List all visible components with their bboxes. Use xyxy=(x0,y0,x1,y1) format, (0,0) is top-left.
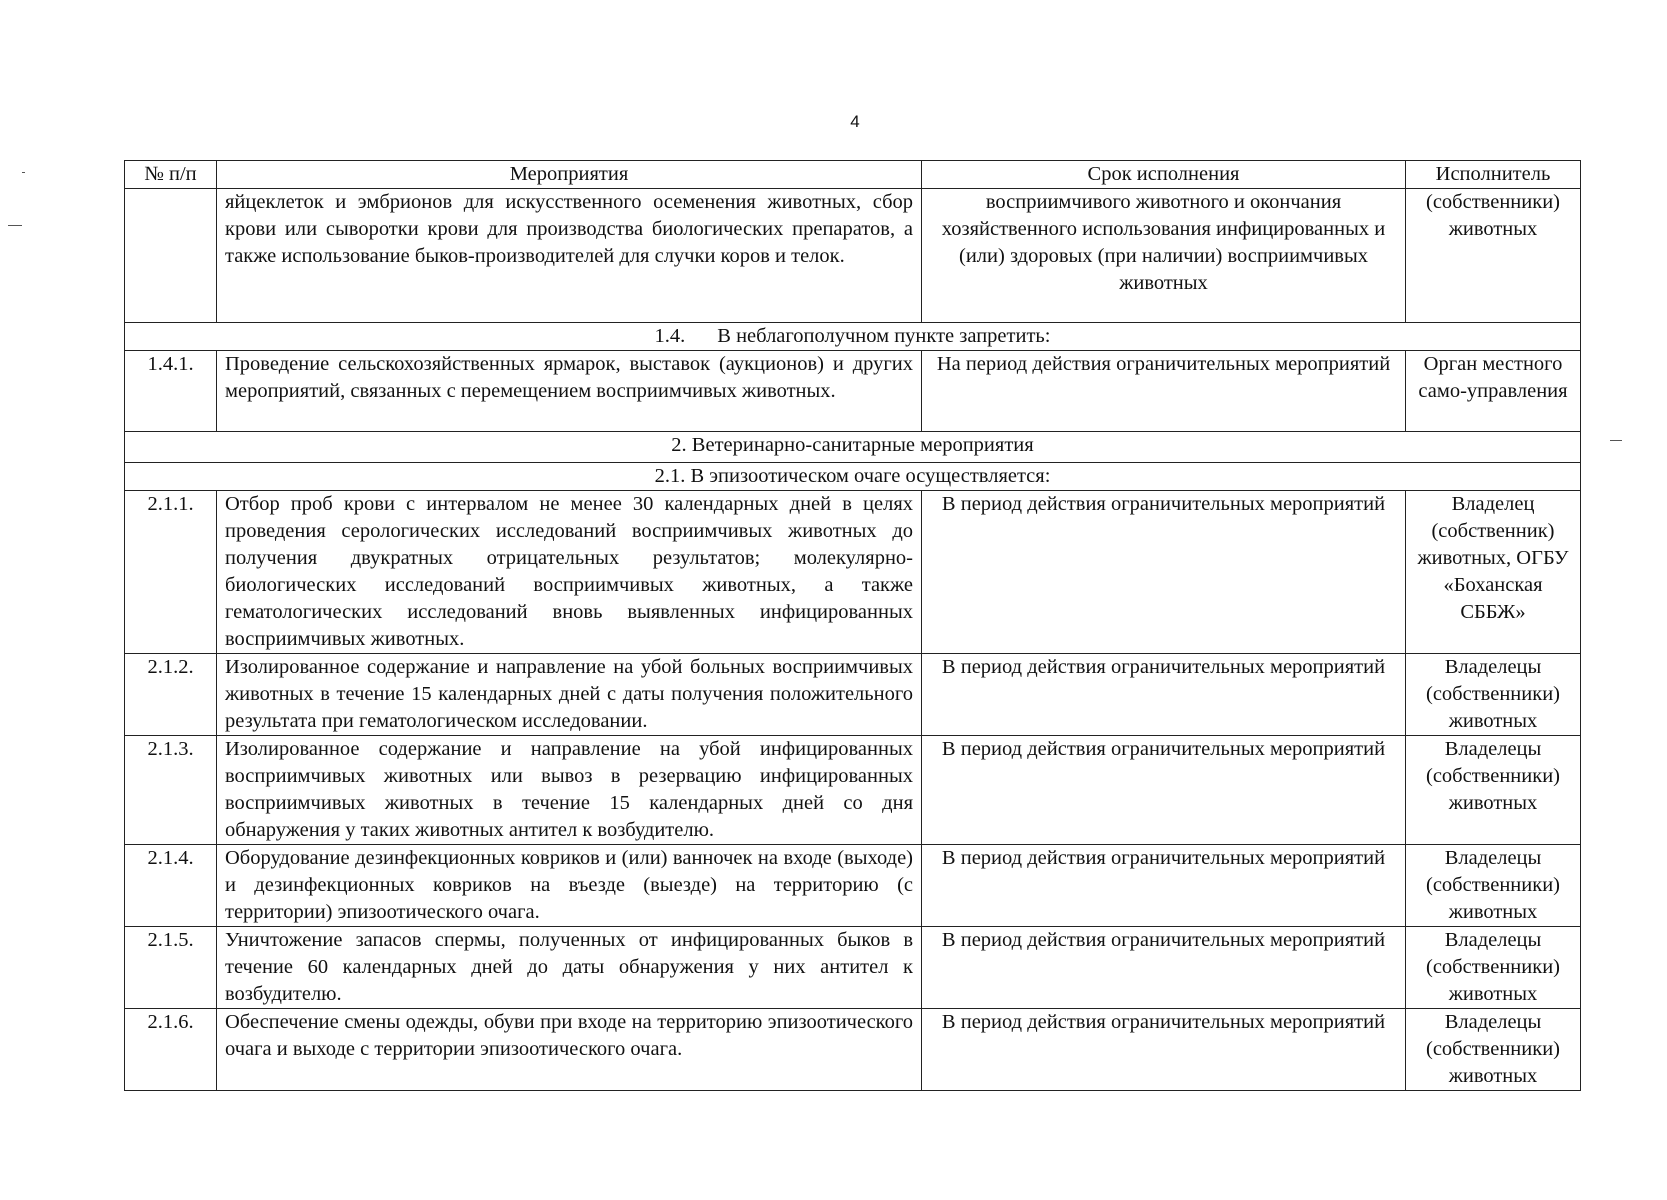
row-number: 2.1.3. xyxy=(125,736,217,845)
row-executor: Владелец (собственник) животных, ОГБУ «Боханская СББЖ» xyxy=(1406,491,1581,654)
margin-mark xyxy=(1610,440,1622,441)
row-executor: Орган местного само-управления xyxy=(1406,351,1581,432)
section-heading: 2. Ветеринарно-санитарные мероприятия xyxy=(125,432,1581,463)
table-row xyxy=(125,736,1581,845)
row-measure: Оборудование дезинфекционных ковриков и (или) ванночек на входе (выходе) и дезинфекционных ковриков на въезде (выезде) на территорию (с территории) эпизоотического очага. xyxy=(217,845,922,927)
row-executor: Владелецы (собственники) животных xyxy=(1406,736,1581,845)
margin-mark xyxy=(8,225,22,226)
subheading-row xyxy=(125,323,1581,351)
subheading-2-1: 2.1. В эпизоотическом очаге осуществляется: xyxy=(125,463,1581,491)
row-executor: Владелецы (собственники) животных xyxy=(1406,927,1581,1009)
row-measure: Уничтожение запасов спермы, полученных от инфицированных быков в течение 60 календарных дней до даты обнаружения у них антител к возбудителю. xyxy=(217,927,922,1009)
row-number: 2.1.2. xyxy=(125,654,217,736)
row-executor: Владелецы (собственники) животных xyxy=(1406,1009,1581,1091)
subheading-row xyxy=(125,463,1581,491)
margin-mark xyxy=(22,172,25,173)
section-row xyxy=(125,432,1581,463)
row-measure: Проведение сельскохозяйственных ярмарок, выставок (аукционов) и других мероприятий, связанных с перемещением восприимчивых животных. xyxy=(217,351,922,432)
subheading-1-4 xyxy=(125,323,1581,351)
row-term: В период действия ограничительных мероприятий xyxy=(922,845,1406,927)
row-term: В период действия ограничительных мероприятий xyxy=(922,736,1406,845)
table-row xyxy=(125,491,1581,654)
table-row xyxy=(125,189,1581,323)
table-row xyxy=(125,845,1581,927)
header-measures: Мероприятия xyxy=(217,161,922,189)
row-number: 2.1.5. xyxy=(125,927,217,1009)
row-measure: Изолированное содержание и направление на убой инфицированных восприимчивых животных или вывоз в резервацию инфицированных восприимчивых животных в течение 15 календарных дней со дня обнаружения у таких животных антител к возбудителю. xyxy=(217,736,922,845)
row-term: В период действия ограничительных мероприятий xyxy=(922,654,1406,736)
header-executor: Исполнитель xyxy=(1406,161,1581,189)
subheading-number: 1.4. xyxy=(654,325,686,347)
row-measure: Обеспечение смены одежды, обуви при входе на территорию эпизоотического очага и выходе с территории эпизоотического очага. xyxy=(217,1009,922,1091)
row-measure: яйцеклеток и эмбрионов для искусственного осеменения животных, сбор крови или сыворотки крови для производства биологических препаратов, а также использование быков-производителей для случки коров и телок. xyxy=(217,189,922,323)
row-number xyxy=(125,189,217,323)
row-executor: (собственники) животных xyxy=(1406,189,1581,323)
row-measure: Отбор проб крови с интервалом не менее 30 календарных дней в целях проведения серологических исследований восприимчивых животных до получения двукратных отрицательных результатов; молекулярно-биологических исследований восприимчивых животных, а также гематологических исследований вновь выявленных инфицированных восприимчивых животных. xyxy=(217,491,922,654)
row-executor: Владелецы (собственники) животных xyxy=(1406,654,1581,736)
row-term: На период действия ограничительных мероприятий xyxy=(922,351,1406,432)
header-term: Срок исполнения xyxy=(922,161,1406,189)
row-number: 2.1.1. xyxy=(125,491,217,654)
table-row xyxy=(125,927,1581,1009)
row-term: В период действия ограничительных мероприятий xyxy=(922,491,1406,654)
row-term: восприимчивого животного и окончания хозяйственного использования инфицированных и (или) здоровых (при наличии) восприимчивых животных xyxy=(922,189,1406,323)
table-row xyxy=(125,351,1581,432)
row-measure: Изолированное содержание и направление на убой больных восприимчивых животных в течение 15 календарных дней с даты получения положительного результата при гематологическом исследовании. xyxy=(217,654,922,736)
table-row xyxy=(125,1009,1581,1091)
header-number: № п/п xyxy=(125,161,217,189)
table-row xyxy=(125,654,1581,736)
row-executor: Владелецы (собственники) животных xyxy=(1406,845,1581,927)
row-term: В период действия ограничительных мероприятий xyxy=(922,927,1406,1009)
page-number: 4 xyxy=(850,112,860,131)
measures-table xyxy=(124,160,1581,1091)
row-term: В период действия ограничительных мероприятий xyxy=(922,1009,1406,1091)
row-number: 1.4.1. xyxy=(125,351,217,432)
row-number: 2.1.4. xyxy=(125,845,217,927)
row-number: 2.1.6. xyxy=(125,1009,217,1091)
subheading-text: В неблагополучном пункте запретить: xyxy=(717,325,1051,347)
table-header-row xyxy=(125,161,1581,189)
